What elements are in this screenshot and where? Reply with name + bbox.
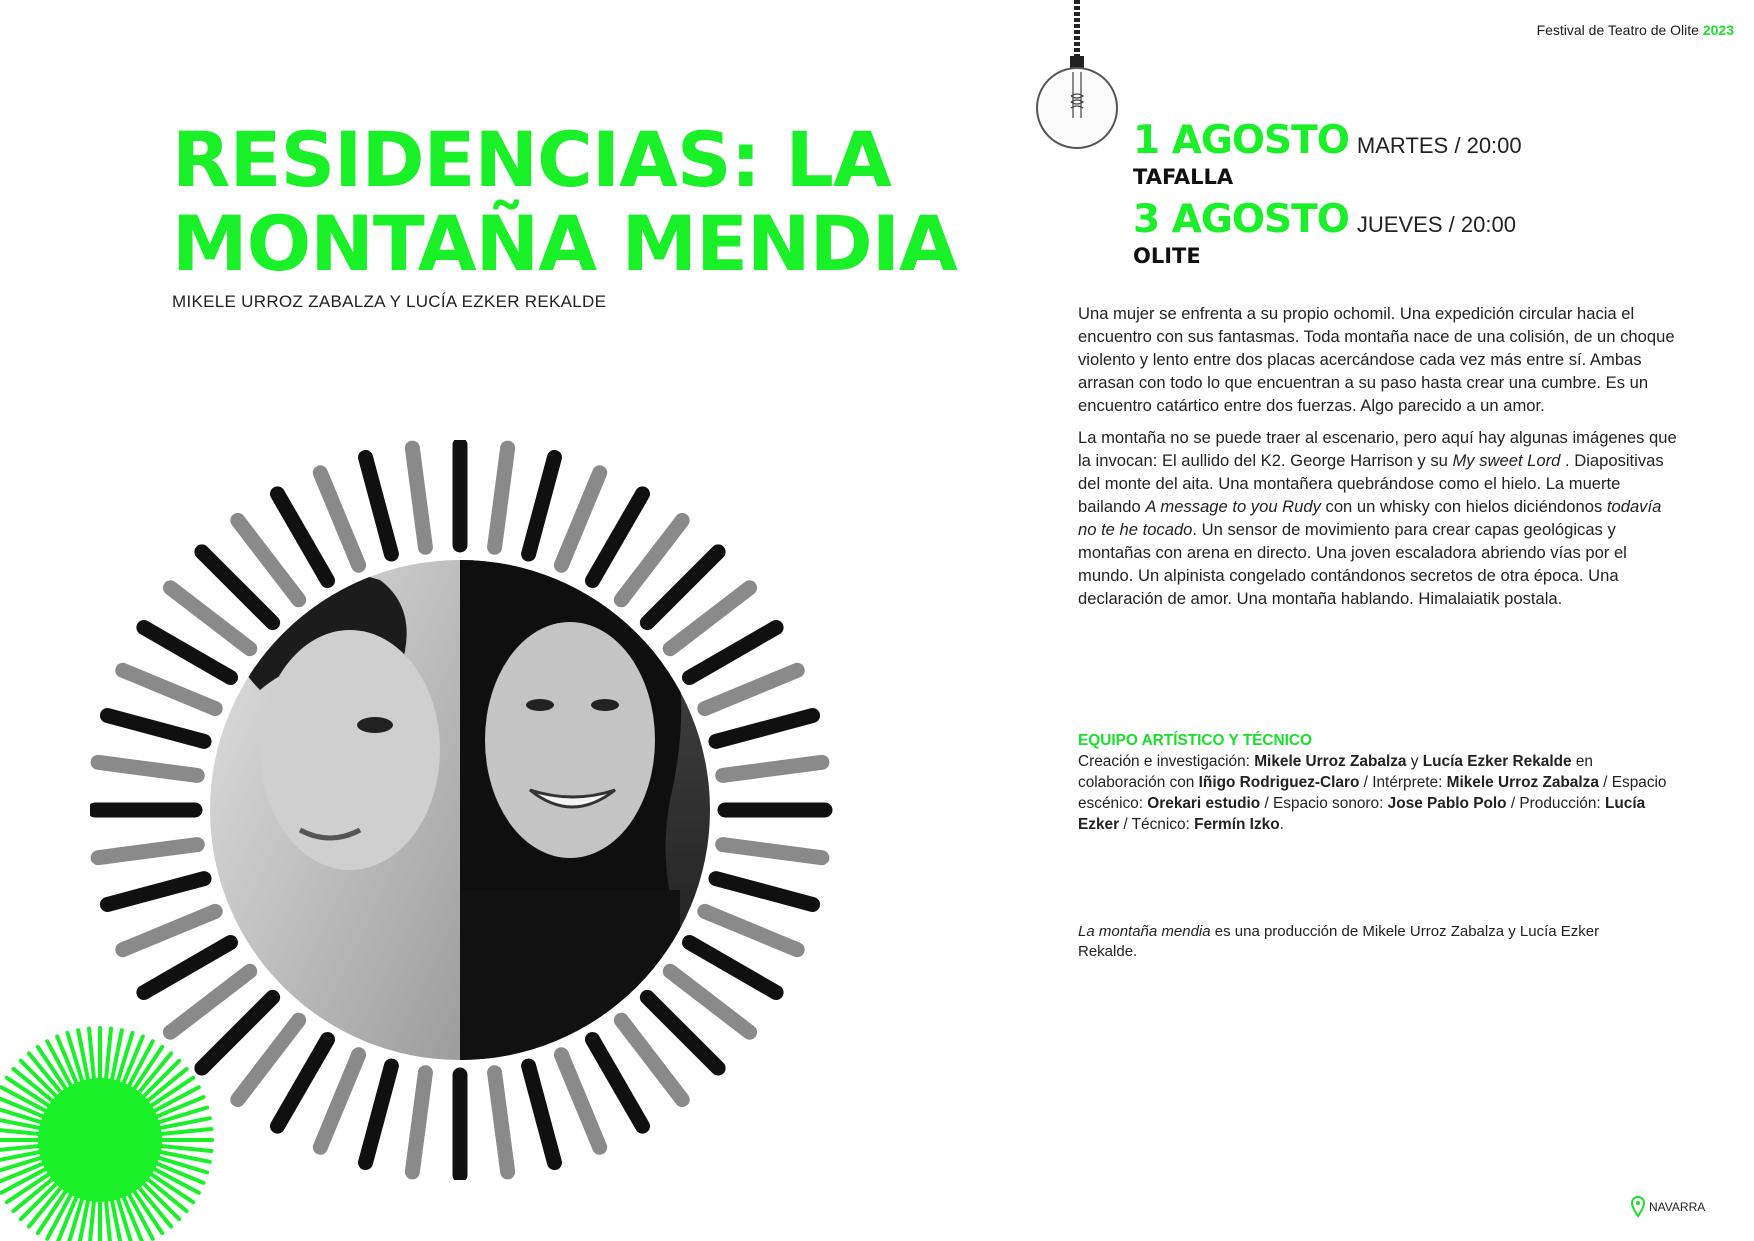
separator-2: / xyxy=(1448,212,1455,237)
authors-subtitle: MIKELE URROZ ZABALZA Y LUCÍA EZKER REKALDE xyxy=(172,292,607,311)
light-bulb-icon xyxy=(1032,0,1122,150)
team-text: Creación e investigación: Mikele Urroz Zabalza y Lucía Ezker Rekalde en colaboración con Iñigo Rodriguez-Claro / Intérprete: Mikele Urroz Zabalza / Espacio escénico: Orekari estudio / Espacio sonoro: Jose Pablo Polo / Producción: Lucía Ezker / Técnico: Fermín Izko. xyxy=(1078,753,1667,833)
place-2: OLITE xyxy=(1133,244,1201,268)
region-tag xyxy=(1631,1196,1705,1218)
team-heading: EQUIPO ARTÍSTICO Y TÉCNICO xyxy=(1078,732,1313,749)
description xyxy=(1078,302,1678,619)
title-line-1: RESIDENCIAS: LA xyxy=(172,115,891,204)
festival-name: Festival de Teatro de Olite xyxy=(1536,22,1699,38)
production-note xyxy=(1078,922,1638,962)
page-title xyxy=(172,115,957,288)
date-1: 1 AGOSTO xyxy=(1133,118,1349,163)
performance-1 xyxy=(1133,118,1522,189)
quote: todavía no te he tocado xyxy=(1078,497,1662,539)
description-paragraph-1: Una mujer se enfrenta a su propio ochomil. Una expedición circular hacia el encuentro con sus fantasmas. Toda montaña nace de una colisión, de un choque violento y lento entre dos placas acercándose cada vez más entre sí. Ambas arrasan con todo lo que encuentran a su paso hasta crear una cumbre. Es un encuentro catártico entre dos fuerzas. Algo parecido a un amor. xyxy=(1078,304,1675,415)
performance-dates xyxy=(1133,118,1522,276)
title-line-2: MONTAÑA MENDIA xyxy=(172,199,957,288)
separator-1: / xyxy=(1454,133,1461,158)
production-title: La montaña mendia xyxy=(1078,923,1211,940)
day-1: MARTES xyxy=(1356,133,1449,158)
green-sunburst-icon xyxy=(0,1020,240,1241)
place-1: TAFALLA xyxy=(1133,165,1234,189)
festival-year: 2023 xyxy=(1702,22,1734,38)
song-title: My sweet Lord xyxy=(1452,451,1561,470)
time-2: 20:00 xyxy=(1460,212,1516,237)
date-2: 3 AGOSTO xyxy=(1133,197,1349,242)
region-label: NAVARRA xyxy=(1649,1200,1706,1214)
location-pin-icon xyxy=(1631,1196,1645,1218)
song-title-2: A message to you Rudy xyxy=(1145,497,1321,516)
time-1: 20:00 xyxy=(1466,133,1522,158)
production-text: es una producción de Mikele Urroz Zabalza y Lucía Ezker Rekalde. xyxy=(1078,923,1600,960)
festival-header xyxy=(1537,22,1734,38)
description-paragraph-2: La montaña no se puede traer al escenario, pero aquí hay algunas imágenes que la invocan: El aullido del K2. George Harrison y su My sweet Lord . Diapositivas del monte del aita. Una montañera quebrándose como el hielo. La muerte bailando A message to you Rudy con un whisky con hielos diciéndonos todavía no te he tocado. Un sensor de movimiento para crear capas geológicas y montañas con arena en directo. Una joven escaladora abriendo vías por el mundo. Un alpinista congelado contándonos secretos de otra época. Una declaración de amor. Una montaña hablando. Himalaiatik postala. xyxy=(1078,428,1677,608)
day-2: JUEVES xyxy=(1356,212,1443,237)
performance-2 xyxy=(1133,197,1522,268)
team-credits xyxy=(1078,730,1678,835)
